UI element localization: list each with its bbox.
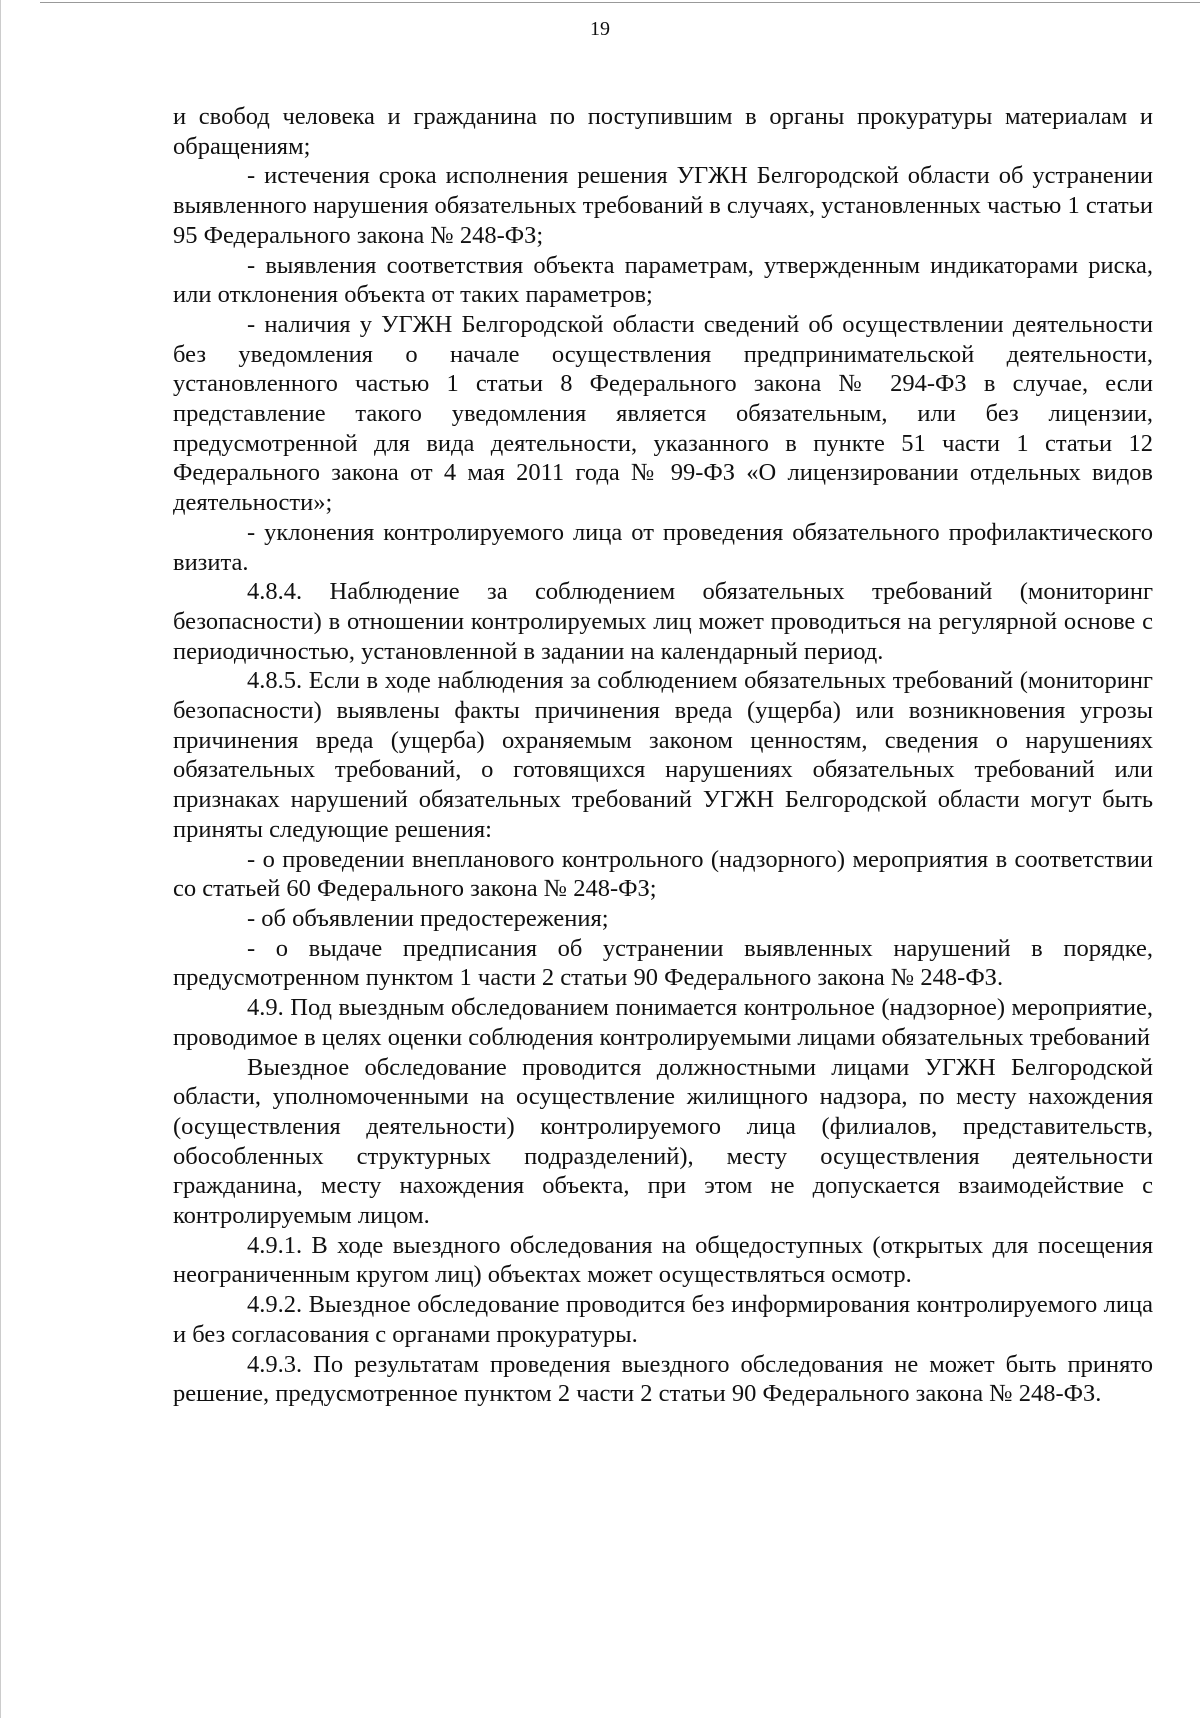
paragraph: - истечения срока исполнения решения УГЖН Белгородской области об устранении выявленного нарушения обязательных требований в случаях, установленных частью 1 статьи 95 Федерального закона № 248-ФЗ; bbox=[173, 162, 1153, 249]
page-number: 19 bbox=[590, 18, 610, 40]
document-body bbox=[173, 102, 1153, 1409]
paragraph: 4.9.2. Выездное обследование проводится без информирования контролируемого лица и без согласования с органами прокуратуры. bbox=[173, 1291, 1153, 1348]
paragraph: - об объявлении предостережения; bbox=[247, 904, 609, 932]
paragraph: 4.8.4. Наблюдение за соблюдением обязательных требований (мониторинг безопасности) в отношении контролируемых лиц может проводиться на регулярной основе с периодичностью, установленной в задании на календарный период. bbox=[173, 578, 1153, 665]
paragraph: 4.9.1. В ходе выездного обследования на общедоступных (открытых для посещения неограниченным кругом лиц) объектах может осуществляться осмотр. bbox=[173, 1231, 1153, 1289]
paragraph: - о проведении внепланового контрольного (надзорного) мероприятия в соответствии со статьей 60 Федерального закона № 248-ФЗ; bbox=[173, 845, 1153, 903]
paragraph: 4.8.5. Если в ходе наблюдения за соблюдением обязательных требований (мониторинг безопасности) выявлены факты причинения вреда (ущерба) или возникновения угрозы причинения вреда (ущерба) охраняемым законом ценностям, сведения о нарушениях обязательных требований, о готовящихся нарушениях обязательных требований или признаках нарушений обязательных требований УГЖН Белгородской области могут быть приняты следующие решения: bbox=[173, 667, 1153, 843]
paragraph: 4.9. Под выездным обследованием понимается контрольное (надзорное) мероприятие, проводимое в целях оценки соблюдения контролируемыми лицами обязательных требований bbox=[173, 994, 1153, 1051]
paragraph: 4.9.3. По результатам проведения выездного обследования не может быть принято решение, предусмотренное пунктом 2 части 2 статьи 90 Федерального закона № 248-ФЗ. bbox=[173, 1350, 1153, 1408]
paragraph: - выявления соответствия объекта параметрам, утвержденным индикаторами риска, или отклонения объекта от таких параметров; bbox=[173, 251, 1153, 309]
scan-edge-top bbox=[40, 2, 1200, 3]
paragraph: - о выдаче предписания об устранении выявленных нарушений в порядке, предусмотренном пунктом 1 части 2 статьи 90 Федерального закона № 248-ФЗ. bbox=[173, 934, 1153, 992]
paragraph: - наличия у УГЖН Белгородской области сведений об осуществлении деятельности без уведомления о начале осуществления предпринимательской деятельности, установленного частью 1 статьи 8 Федерального закона № 294-ФЗ в случае, если представление такого уведомления является обязательным, или без лицензии, предусмотренной для вида деятельности, указанного в пункте 51 части 1 статьи 12 Федерального закона от 4 мая 2011 года № 99-ФЗ «О лицензировании отдельных видов деятельности»; bbox=[173, 310, 1153, 517]
scan-edge-left bbox=[0, 0, 1, 1718]
paragraph: Выездное обследование проводится должностными лицами УГЖН Белгородской области, уполномоченными на осуществление жилищного надзора, по месту нахождения (осуществления деятельности) контролируемого лица (филиалов, представительств, обособленных структурных подразделений), месту осуществления деятельности гражданина, месту нахождения объекта, при этом не допускается взаимодействие с контролируемым лицом. bbox=[173, 1053, 1153, 1230]
paragraph: и свобод человека и гражданина по поступившим в органы прокуратуры материалам и обращениям; bbox=[173, 103, 1153, 160]
paragraph: - уклонения контролируемого лица от проведения обязательного профилактического визита. bbox=[173, 518, 1153, 576]
